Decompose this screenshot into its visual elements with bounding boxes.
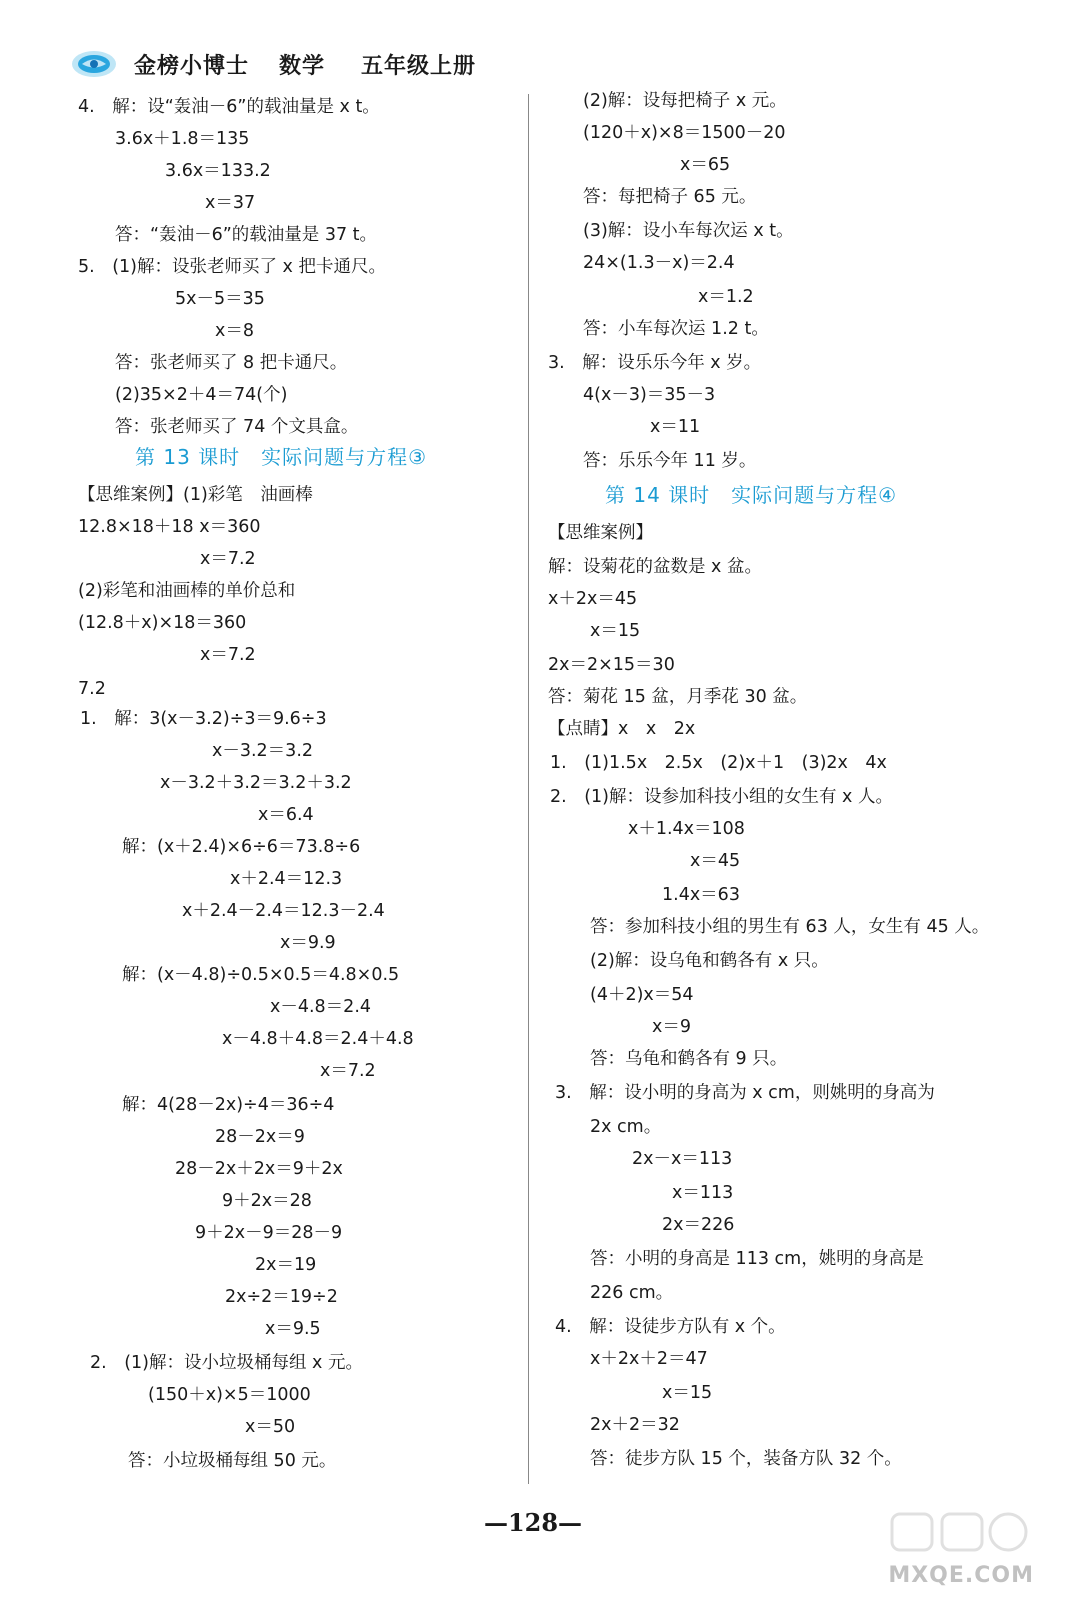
equation-line: 5x－5＝35 <box>175 289 265 309</box>
answer-line: 答：菊花 15 盆，月季花 30 盆。 <box>548 687 808 707</box>
key-point-line: 【点睛】x x 2x <box>548 719 696 739</box>
equation-line: (12.8＋x)×18＝360 <box>78 613 247 633</box>
answer-line: 答：徒步方队 15 个，装备方队 32 个。 <box>590 1449 902 1469</box>
equation-line: x－4.8＋4.8＝2.4＋4.8 <box>222 1029 414 1049</box>
equation-line: x＝6.4 <box>258 805 314 825</box>
equation-line: 28－2x＋2x＝9＋2x <box>175 1159 343 1179</box>
equation-line: x＝15 <box>662 1383 713 1403</box>
answer-line: 答：张老师买了 74 个文具盒。 <box>115 417 359 437</box>
thinking-case-line: 【思维案例】(1)彩笔 油画棒 <box>78 485 313 505</box>
problem-2-line: 2. (1)解：设参加科技小组的女生有 x 人。 <box>550 787 893 807</box>
equation-line: x＝7.2 <box>320 1061 376 1081</box>
problem-4-line: 4. 解：设“轰油－6”的载油量是 x t。 <box>78 97 380 117</box>
grade-title: 五年级上册 <box>361 52 477 79</box>
equation-line: 4(x－3)＝35－3 <box>583 385 716 405</box>
book-globe-icon <box>70 49 118 79</box>
equation-line: (2)35×2＋4＝74(个) <box>115 385 288 405</box>
answer-line: 答：小车每次运 1.2 t。 <box>583 319 769 339</box>
equation-line: 12.8×18＋18 x＝360 <box>78 517 261 537</box>
problem-1-line: 1. 解：3(x－3.2)÷3＝9.6÷3 <box>80 709 327 729</box>
equation-line: x－4.8＝2.4 <box>270 997 372 1017</box>
equation-line: x＋2x＝45 <box>548 589 638 609</box>
equation-line: 9＋2x－9＝28－9 <box>195 1223 343 1243</box>
solution-line: 解：(x＋2.4)×6÷6＝73.8÷6 <box>122 837 361 857</box>
equation-line: x＝9.9 <box>280 933 336 953</box>
solution-line: (2)解：设乌龟和鹤各有 x 只。 <box>590 951 829 971</box>
equation-line: x＋2x＋2＝47 <box>590 1349 708 1369</box>
problem-3-line: 3. 解：设小明的身高为 x cm，则姚明的身高为 <box>555 1083 935 1103</box>
answer-value: 7.2 <box>78 679 106 699</box>
equation-line: 3.6x＋1.8＝135 <box>115 129 250 149</box>
equation-line: x＝50 <box>245 1417 296 1437</box>
solution-line: (2)解：设每把椅子 x 元。 <box>583 91 787 111</box>
equation-line: 2x＋2＝32 <box>590 1415 680 1435</box>
problem-3-line: 3. 解：设乐乐今年 x 岁。 <box>548 353 762 373</box>
equation-line: x－3.2＝3.2 <box>212 741 314 761</box>
problem-4-line: 4. 解：设徒步方队有 x 个。 <box>555 1317 786 1337</box>
brand-title: 金榜小博士 <box>134 52 250 79</box>
equation-line: x＝8 <box>215 321 254 341</box>
solution-line: 解：4(28－2x)÷4＝36÷4 <box>122 1095 335 1115</box>
column-divider <box>528 94 529 1484</box>
problem-2-line: 2. (1)解：设小垃圾桶每组 x 元。 <box>90 1353 363 1373</box>
answer-line: 答：参加科技小组的男生有 63 人，女生有 45 人。 <box>590 917 990 937</box>
solution-line: 解：(x－4.8)÷0.5×0.5＝4.8×0.5 <box>122 965 400 985</box>
thinking-case-label: 【思维案例】 <box>548 523 653 543</box>
equation-line: x＝113 <box>672 1183 734 1203</box>
answer-line: 答：每把椅子 65 元。 <box>583 187 757 207</box>
page-header <box>70 44 476 84</box>
equation-line: 2x÷2＝19÷2 <box>225 1287 338 1307</box>
equation-line: (120＋x)×8＝1500－20 <box>583 123 786 143</box>
equation-line: x＝37 <box>205 193 256 213</box>
text-line: 226 cm。 <box>590 1283 674 1303</box>
answer-line: 答：张老师买了 8 把卡通尺。 <box>115 353 348 373</box>
equation-line: (4＋2)x＝54 <box>590 985 694 1005</box>
equation-line: x＝7.2 <box>200 549 256 569</box>
equation-line: x＝7.2 <box>200 645 256 665</box>
equation-line: x＋1.4x＝108 <box>628 819 745 839</box>
solution-line: 解：设菊花的盆数是 x 盆。 <box>548 557 762 577</box>
equation-line: 9＋2x＝28 <box>222 1191 312 1211</box>
answer-line: 答：小垃圾桶每组 50 元。 <box>128 1451 337 1471</box>
problem-1-line: 1. (1)1.5x 2.5x (2)x＋1 (3)2x 4x <box>550 753 887 773</box>
problem-5-line: 5. (1)解：设张老师买了 x 把卡通尺。 <box>78 257 386 277</box>
equation-line: 2x＝19 <box>255 1255 317 1275</box>
equation-line: 1.4x＝63 <box>662 885 740 905</box>
equation-line: x＋2.4＝12.3 <box>230 869 343 889</box>
equation-line: x＝1.2 <box>698 287 754 307</box>
equation-line: 24×(1.3－x)＝2.4 <box>583 253 735 273</box>
equation-line: x＋2.4－2.4＝12.3－2.4 <box>182 901 385 921</box>
equation-line: x＝45 <box>690 851 741 871</box>
text-line: (2)彩笔和油画棒的单价总和 <box>78 581 296 601</box>
equation-line: x＝65 <box>680 155 731 175</box>
watermark-text: MXQE.COM <box>888 1563 1034 1588</box>
equation-line: 2x－x＝113 <box>632 1149 733 1169</box>
section-title-14: 第 14 课时 实际问题与方程④ <box>605 483 898 507</box>
text-line: 2x cm。 <box>590 1117 662 1137</box>
answer-line: 答：乐乐今年 11 岁。 <box>583 451 757 471</box>
equation-line: 3.6x＝133.2 <box>165 161 271 181</box>
answer-line: 答：“轰油－6”的载油量是 37 t。 <box>115 225 378 245</box>
equation-line: x＝9.5 <box>265 1319 321 1339</box>
page-number: —128— <box>483 1508 583 1537</box>
solution-line: (3)解：设小车每次运 x t。 <box>583 221 794 241</box>
section-title-13: 第 13 课时 实际问题与方程③ <box>135 445 428 469</box>
equation-line: (150＋x)×5＝1000 <box>148 1385 311 1405</box>
equation-line: x＝9 <box>652 1017 691 1037</box>
equation-line: 28－2x＝9 <box>215 1127 305 1147</box>
equation-line: 2x＝226 <box>662 1215 735 1235</box>
answer-line: 答：乌龟和鹤各有 9 只。 <box>590 1049 788 1069</box>
answer-line: 答：小明的身高是 113 cm，姚明的身高是 <box>590 1249 924 1269</box>
equation-line: x＝15 <box>590 621 641 641</box>
equation-line: x＝11 <box>650 417 701 437</box>
equation-line: 2x＝2×15＝30 <box>548 655 675 675</box>
subject-title: 数学 <box>279 52 326 79</box>
equation-line: x－3.2＋3.2＝3.2＋3.2 <box>160 773 352 793</box>
